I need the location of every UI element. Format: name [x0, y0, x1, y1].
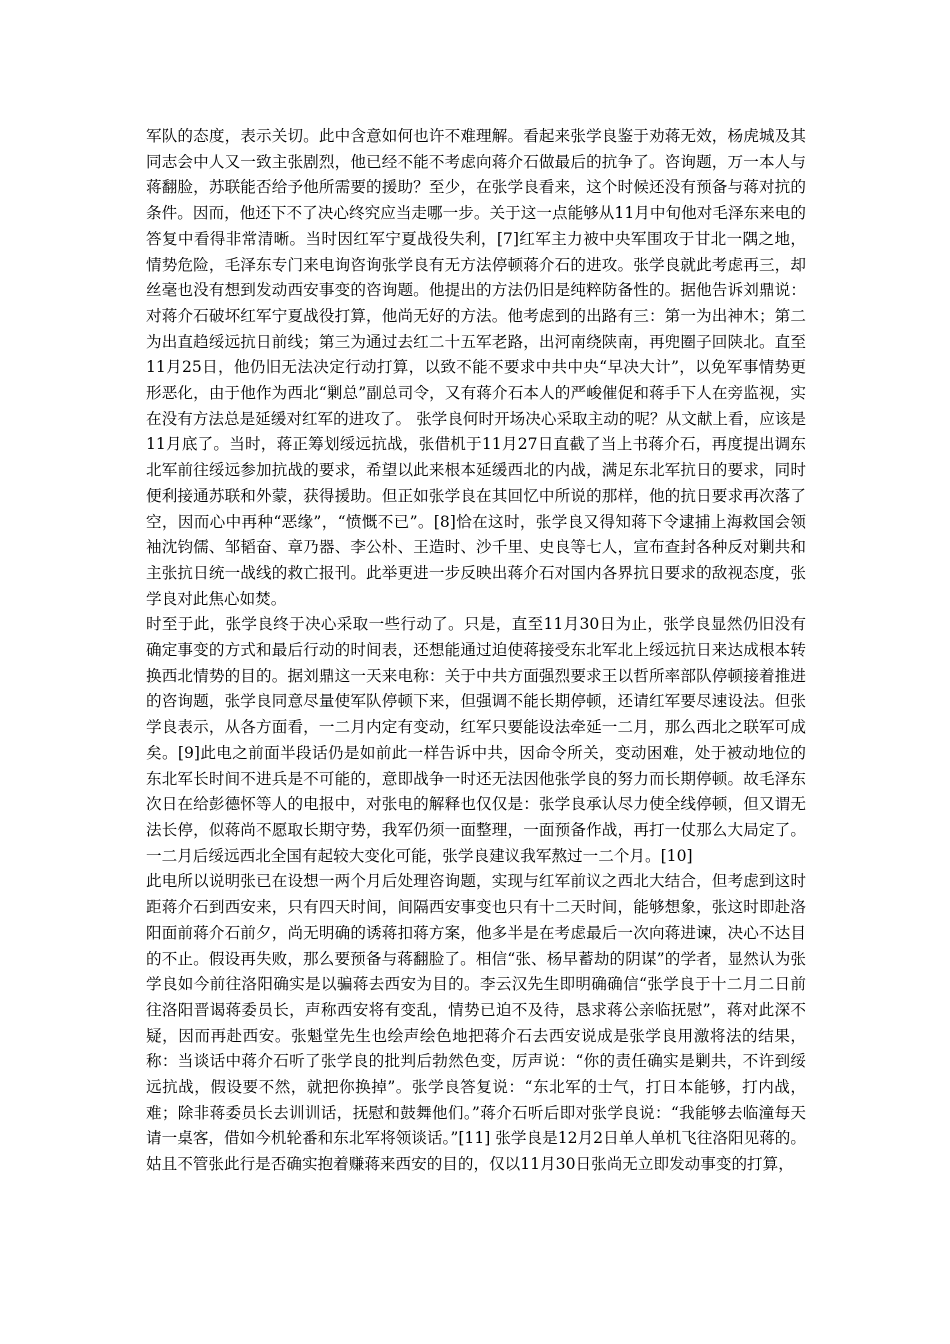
- document-body: [146, 124, 806, 1178]
- paragraph-1: 军队的态度，表示关切。此中含意如何也许不难理解。看起来张学良鉴于劝蒋无效，杨虎城及其同志会中人又一致主张剧烈，他已经不能不考虑向蒋介石做最后的抗争了。咨询题，万一本人与蒋翻脸，苏联能否给予他所需要的援助？至少，在张学良看来，这个时候还没有预备与蒋对抗的条件。因而，他还下不了决心终究应当走哪一步。关于这一点能够从11月中旬他对毛泽东来电的答复中看得非常清晰。当时因红军宁夏战役失利，[7]红军主力被中央军围攻于甘北一隅之地，情势危险，毛泽东专门来电询咨询张学良有无方法停顿蒋介石的进攻。张学良就此考虑再三，却丝毫也没有想到发动西安事变的咨询题。他提出的方法仍旧是纯粹防备性的。据他告诉刘鼎说：对蒋介石破坏红军宁夏战役打算，他尚无好的方法。他考虑到的出路有三：第一为出神木；第二为出直趋绥远抗日前线；第三为通过去红二十五军老路，出河南绕陕南，再兜圈子回陕北。直至11月25日，他仍旧无法决定行动打算，以致不能不要求中共中央“早决大计”，以免军事情势更形恶化，由于他作为西北“剿总”副总司令，又有蒋介石本人的严峻催促和蒋手下人在旁监视，实在没有方法总是延缓对红军的进攻了。 张学良何时开场决心采取主动的呢？从文献上看，应该是11月底了。当时，蒋正筹划绥远抗战，张借机于11月27日直截了当上书蒋介石，再度提出调东北军前往绥远参加抗战的要求，希望以此来根本延缓西北的内战，满足东北军抗日的要求，同时便利接通苏联和外蒙，获得援助。但正如张学良在其回忆中所说的那样，他的抗日要求再次落了空，因而心中再种“恶缘”，“愤慨不已”。[8]恰在这时，张学良又得知蒋下令逮捕上海救国会领袖沈钧儒、邹韬奋、章乃器、李公朴、王造时、沙千里、史良等七人，宣布查封各种反对剿共和主张抗日统一战线的救亡报刊。此举更进一步反映出蒋介石对国内各界抗日要求的敌视态度，张学良对此焦心如焚。: [146, 127, 806, 608]
- paragraph-2: 时至于此，张学良终于决心采取一些行动了。只是，直至11月30日为止，张学良显然仍旧没有确定事变的方式和最后行动的时间表，还想能通过迫使蒋接受东北军北上绥远抗日来达成根本转换西北情势的目的。据刘鼎这一天来电称：关于中共方面强烈要求王以哲所率部队停顿接着推进的咨询题，张学良同意尽量使军队停顿下来，但强调不能长期停顿，还请红军要尽速设法。但张学良表示，从各方面看，一二月内定有变动，红军只要能设法牵延一二月，那么西北之联军可成矣。[9]此电之前面半段话仍是如前此一样告诉中共，因命令所关，变动困难，处于被动地位的东北军长时间不进兵是不可能的，意即战争一时还无法因他张学良的努力而长期停顿。故毛泽东次日在给彭德怀等人的电报中，对张电的解释也仅仅是：张学良承认尽力使全线停顿，但又谓无法长停，似蒋尚不愿取长期守势，我军仍须一面整理，一面预备作战，再打一仗那么大局定了。一二月后绥远西北全国有起较大变化可能，张学良建议我军熬过一二个月。[10]: [146, 615, 806, 865]
- paragraph-3: 此电所以说明张已在设想一两个月后处理咨询题，实现与红军前议之西北大结合，但考虑到这时距蒋介石到西安来，只有四天时间，间隔西安事变也只有十二天时间，能够想象，张这时即赴洛阳面前蒋介石前夕，尚无明确的诱蒋扣蒋方案，他多半是在考虑最后一次向蒋进谏，决心不达目的不止。假设再失败，那么要预备与蒋翻脸了。相信“张、杨早蓄劫的阴谋”的学者，显然认为张学良如今前往洛阳确实是以骗蒋去西安为目的。李云汉先生即明确确信“张学良于十二月二日前往洛阳晋谒蒋委员长，声称西安将有变乱，情势已迫不及待，恳求蒋公亲临抚慰”，蒋对此深不疑，因而再赴西安。张魁堂先生也绘声绘色地把蒋介石去西安说成是张学良用激将法的结果，称：当谈话中蒋介石听了张学良的批判后勃然色变，厉声说：“你的责任确实是剿共，不许到绥远抗战，假设要不然，就把你换掉”。张学良答复说：“东北军的士气，打日本能够，打内战，难；除非蒋委员长去训训话，抚慰和鼓舞他们。”蒋介石听后即对张学良说：“我能够去临潼每天请一桌客，借如今机轮番和东北军将领谈话。”[11] 张学良是12月2日单人单机飞往洛阳见蒋的。姑且不管张此行是否确实抱着赚蒋来西安的目的，仅以11月30日张尚无立即发动事变的打算，: [146, 872, 806, 1174]
